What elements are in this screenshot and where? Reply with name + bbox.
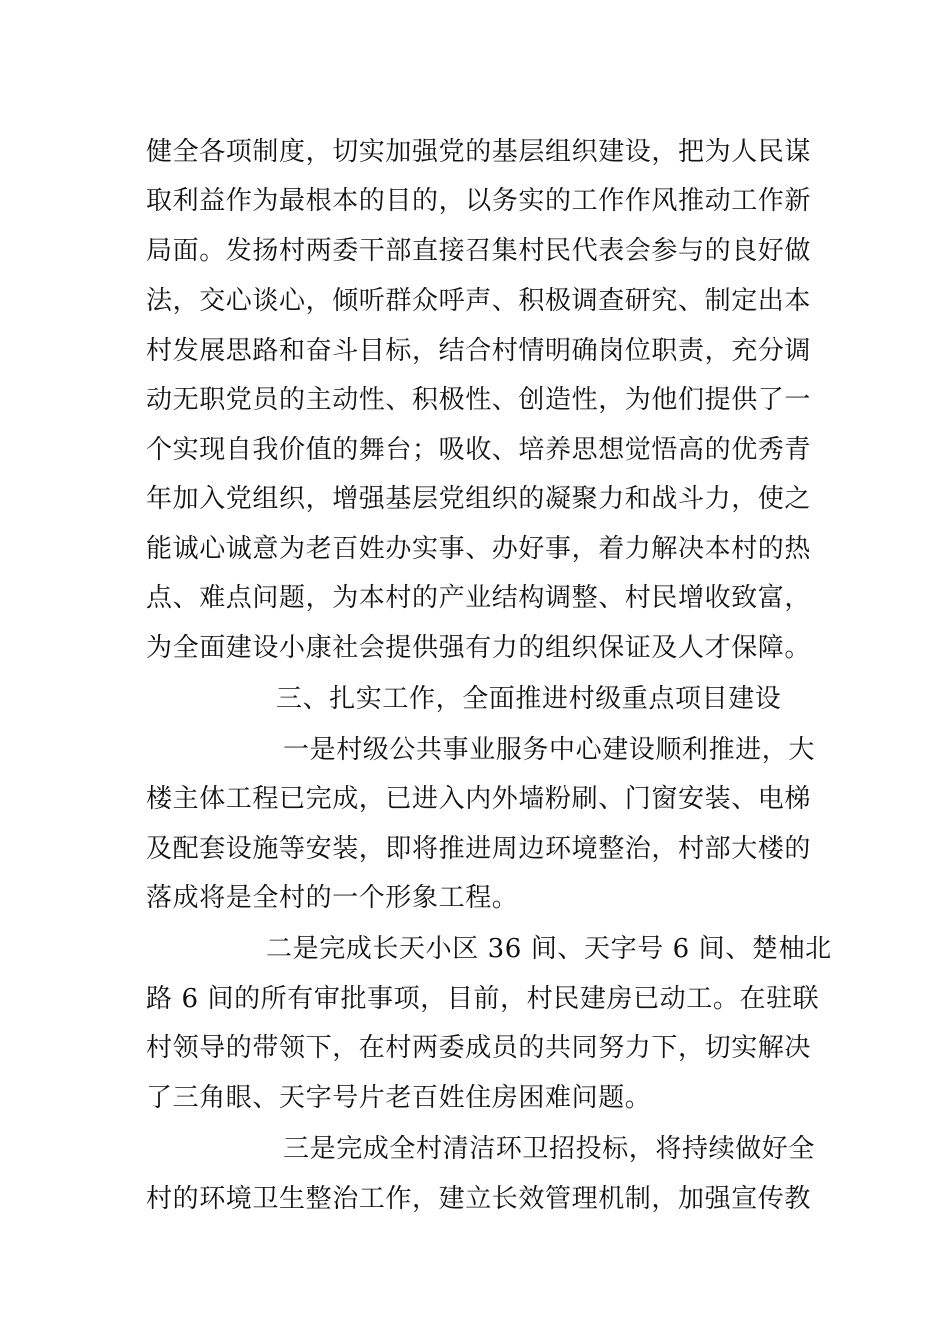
text-line: 健全各项制度，切实加强党的基层组织建设，把为人民谋 bbox=[146, 137, 812, 167]
text-line: 村的环境卫生整治工作，建立长效管理机制，加强宣传教 bbox=[146, 1184, 812, 1214]
text-line: 了三角眼、天字号片老百姓住房困难问题。 bbox=[146, 1083, 652, 1113]
text-line: 年加入党组织，增强基层党组织的凝聚力和战斗力，使之 bbox=[146, 484, 812, 514]
text-line: 村发展思路和奋斗目标，结合村情明确岗位职责，充分调 bbox=[146, 336, 812, 366]
text-line: 二是完成长天小区 36 间、天字号 6 间、楚柚北 bbox=[266, 934, 832, 964]
text-line: 路 6 间的所有审批事项，目前，村民建房已动工。在驻联 bbox=[146, 984, 820, 1014]
text-line: 三是完成全村清洁环卫招投标，将持续做好全 bbox=[283, 1134, 816, 1164]
text-line: 能诚心诚意为老百姓办实事、办好事，着力解决本村的热 bbox=[146, 534, 812, 564]
text-line: 局面。发扬村两委干部直接召集村民代表会参与的良好做 bbox=[146, 236, 812, 266]
text-line: 动无职党员的主动性、积极性、创造性，为他们提供了一 bbox=[146, 385, 812, 415]
text-line: 楼主体工程已完成，已进入内外墙粉刷、门窗安装、电梯 bbox=[146, 784, 812, 814]
text-line: 村领导的带领下，在村两委成员的共同努力下，切实解决 bbox=[146, 1033, 812, 1063]
text-line: 法，交心谈心，倾听群众呼声、积极调查研究、制定出本 bbox=[146, 286, 812, 316]
text-line: 落成将是全村的一个形象工程。 bbox=[146, 883, 519, 913]
text-line: 一是村级公共事业服务中心建设顺利推进，大 bbox=[283, 735, 816, 765]
text-line: 及配套设施等安装，即将推进周边环境整治，村部大楼的 bbox=[146, 834, 812, 864]
text-line: 为全面建设小康社会提供强有力的组织保证及人才保障。 bbox=[146, 633, 812, 663]
text-line: 点、难点问题，为本村的产业结构调整、村民增收致富， bbox=[146, 583, 812, 613]
text-line: 个实现自我价值的舞台；吸收、培养思想觉悟高的优秀青 bbox=[146, 435, 812, 465]
section-heading: 三、扎实工作，全面推进村级重点项目建设 bbox=[276, 684, 782, 714]
text-line: 取利益作为最根本的目的，以务实的工作作风推动工作新 bbox=[146, 186, 812, 216]
